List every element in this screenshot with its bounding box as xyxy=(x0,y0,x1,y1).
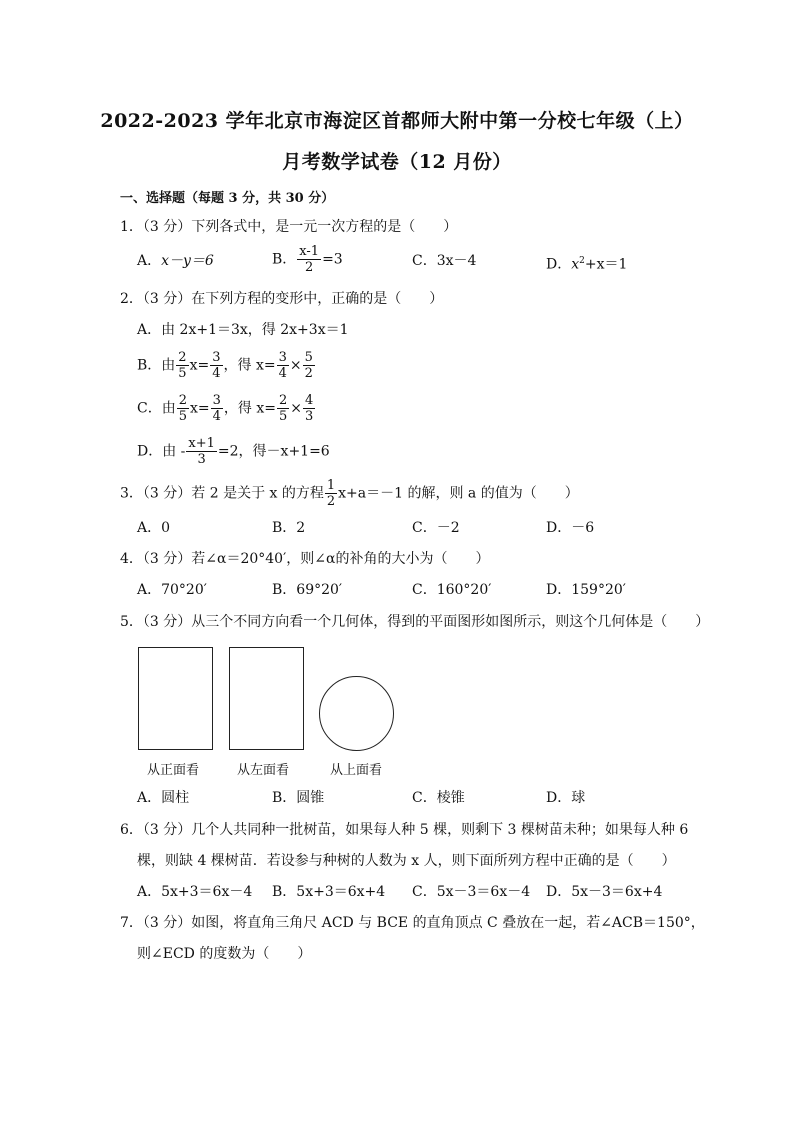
section-heading: 一、选择题（每题 3 分，共 30 分） xyxy=(120,191,335,206)
q4-option-b: B．69°20′ xyxy=(272,582,343,598)
q1-option-d: D．$x^2+x=1$ xyxy=(546,256,628,273)
q1-option-a: A．x－y＝6 xyxy=(137,253,214,269)
label-front-view: 从正面看 xyxy=(147,763,200,778)
q4-option-d: D．159°20′ xyxy=(546,582,626,598)
q1-option-c: C．3x－4 xyxy=(412,253,477,269)
top-view-circle xyxy=(319,676,394,751)
q5-option-c: C．棱锥 xyxy=(412,790,465,806)
exam-title-line1: 2022-2023 学年北京市海淀区首都师大附中第一分校七年级（上） xyxy=(100,110,694,132)
question-7-stem-line1: 7．（3 分）如图，将直角三角尺 ACD 与 BCE 的直角顶点 C 叠放在一起，若∠ACB＝150°， xyxy=(120,915,705,931)
front-view-rectangle xyxy=(138,647,213,750)
question-1-stem: 1．（3 分）下列各式中，是一元一次方程的是（ ） xyxy=(120,219,458,235)
q3-option-d: D．－6 xyxy=(546,520,595,536)
q6-option-c: C．5x－3＝6x－4 xyxy=(412,884,531,900)
question-6-stem-line1: 6．（3 分）几个人共同种一批树苗，如果每人种 5 棵，则剩下 3 棵树苗未种；如果每人种 6 xyxy=(120,822,689,838)
q5-option-b: B．圆锥 xyxy=(272,790,325,806)
q3-option-b: B．2 xyxy=(272,520,306,536)
question-3-stem: 3．（3 分）若 2 是关于 x 的方程 $\frac{1}{2}$ x+a＝－1 的解，则 a 的值为（ ） xyxy=(120,478,579,509)
q5-option-d: D．球 xyxy=(546,790,586,806)
q3-option-a: A．0 xyxy=(137,520,171,536)
exam-title-line2: 月考数学试卷（12 月份） xyxy=(282,151,512,173)
question-6-stem-line2: 棵，则缺 4 棵树苗．若设参与种树的人数为 x 人，则下面所列方程中正确的是（ ） xyxy=(137,853,676,869)
q6-option-d: D．5x－3＝6x+4 xyxy=(546,884,663,900)
q6-option-a: A．5x+3＝6x－4 xyxy=(137,884,253,900)
q1-b-fraction: $\frac{x-1}{2}$ xyxy=(299,244,320,275)
q2-option-a: A．由 2x+1＝3x，得 2x+3x＝1 xyxy=(137,322,349,338)
q2-option-b: B．由 $\frac{2}{5}$ x= $\frac{3}{4}$ ，得 x= $\frac{3}{4}$ × $\frac{5}{2}$ xyxy=(137,350,313,381)
q6-option-b: B．5x+3＝6x+4 xyxy=(272,884,386,900)
q1-option-b: B． $\frac{x-1}{2}$ =3 xyxy=(272,244,343,275)
q5-option-a: A．圆柱 xyxy=(137,790,190,806)
question-7-stem-line2: 则∠ECD 的度数为（ ） xyxy=(137,946,312,962)
question-4-stem: 4．（3 分）若∠α＝20°40′，则∠α的补角的大小为（ ） xyxy=(120,551,490,567)
q4-option-a: A．70°20′ xyxy=(137,582,207,598)
label-top-view: 从上面看 xyxy=(330,763,383,778)
label-left-view: 从左面看 xyxy=(237,763,290,778)
left-view-rectangle xyxy=(229,647,304,750)
q2-option-d: D．由 - $\frac{x+1}{3}$ =2，得－x+1=6 xyxy=(137,436,330,467)
q4-option-c: C．160°20′ xyxy=(412,582,492,598)
question-5-stem: 5．（3 分）从三个不同方向看一个几何体，得到的平面图形如图所示，则这个几何体是（ ） xyxy=(120,614,710,630)
question-2-stem: 2．（3 分）在下列方程的变形中，正确的是（ ） xyxy=(120,291,444,307)
q3-option-c: C．－2 xyxy=(412,520,460,536)
q2-option-c: C．由 $\frac{2}{5}$ x= $\frac{3}{4}$ ，得 x= $\frac{2}{5}$ × $\frac{4}{3}$ xyxy=(137,393,314,424)
